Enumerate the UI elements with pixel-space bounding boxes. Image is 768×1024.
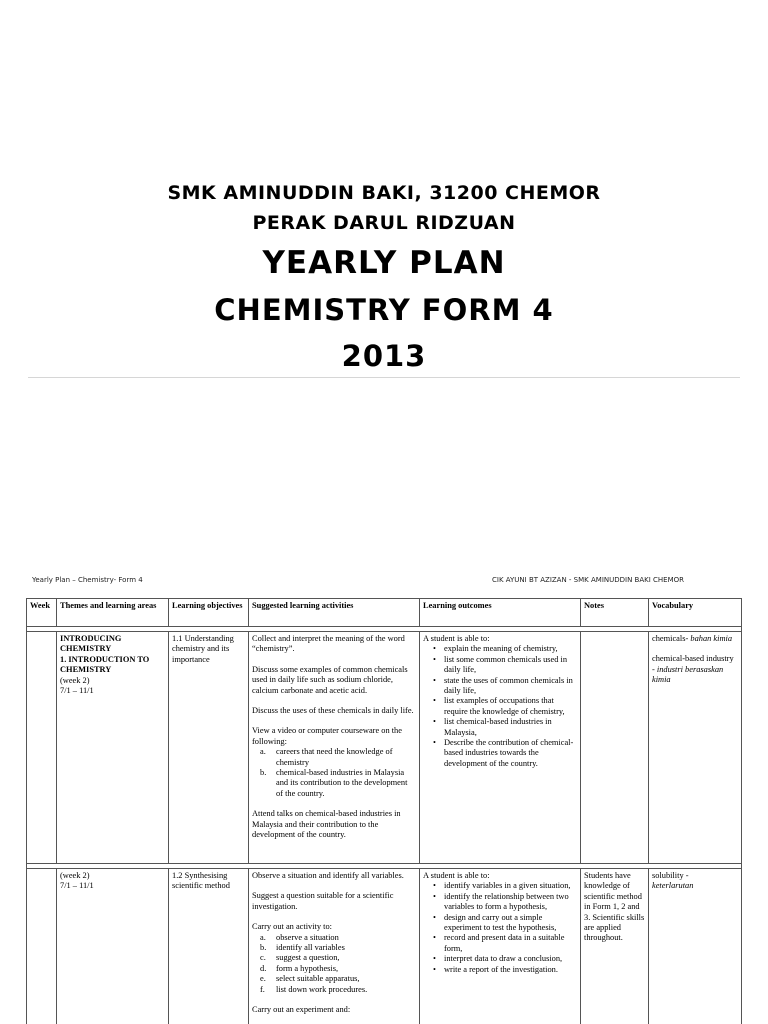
list-item: • list some common chemicals used in daily life, <box>433 655 577 676</box>
vocabulary-cell <box>649 869 742 1024</box>
activities-cell <box>249 632 420 864</box>
header-outcomes: Learning outcomes <box>420 599 581 627</box>
list-item: • explain the meaning of chemistry, <box>433 644 577 654</box>
theme-subtitle: 1. INTRODUCTION TO CHEMISTRY <box>60 654 150 675</box>
list-item: • state the uses of common chemicals in daily life, <box>433 676 577 697</box>
list-item: b. chemical-based industries in Malaysia and its contribution to the development of the country. <box>260 768 408 798</box>
table-row <box>27 632 742 864</box>
list-item: c. suggest a question, <box>260 953 340 963</box>
year-title: 2013 <box>341 339 427 373</box>
vocab-entry: chemical-based industry <box>652 654 734 664</box>
activity-text: Discuss some examples of common chemicals used in daily life such as sodium chloride, calcium carbonate and acetic acid. <box>252 664 408 695</box>
header-objectives: Learning objectives <box>169 599 249 627</box>
activity-text: View a video or computer courseware on the following: <box>252 726 402 746</box>
notes-cell <box>581 632 649 864</box>
activity-text: Collect and interpret the meaning of the word “chemistry”. <box>252 634 405 654</box>
activity-list <box>260 747 416 799</box>
date-range: 7/1 – 11/1 <box>60 686 94 696</box>
list-item: • identify variables in a given situation, <box>433 881 577 891</box>
outcomes-cell <box>420 869 581 1024</box>
table-row <box>27 869 742 1024</box>
week-cell <box>27 632 57 864</box>
list-item: • record and present data in a suitable form, <box>433 933 577 954</box>
header-vocabulary: Vocabulary <box>649 599 742 627</box>
activity-text: Suggest a question suitable for a scientific investigation. <box>252 891 394 911</box>
list-item: f. list down work procedures. <box>260 984 368 994</box>
theme-title: INTRODUCING CHEMISTRY <box>60 634 122 654</box>
page-divider <box>28 377 740 378</box>
list-item: d. form a hypothesis, <box>260 963 339 973</box>
header-left-text: Yearly Plan – Chemistry- Form 4 <box>32 576 143 584</box>
week-cell <box>27 869 57 1024</box>
vocabulary-cell <box>649 632 742 864</box>
vocab-entry: chemicals- bahan kimia <box>652 634 733 643</box>
table-header-row <box>27 599 742 627</box>
objective-cell: 1.2 Synthesising scientific method <box>169 869 249 1024</box>
notes-cell: Students have knowledge of scientific method in Form 1, 2 and 3. Scientific skills are applied throughout. <box>581 869 649 1024</box>
header-right-text: CIK AYUNI BT AZIZAN - SMK AMINUDDIN BAKI CHEMOR <box>492 576 685 584</box>
activity-list <box>260 933 416 995</box>
subject-title: CHEMISTRY FORM 4 <box>214 293 554 327</box>
school-state: PERAK DARUL RIDZUAN <box>252 212 516 234</box>
activity-text: Observe a situation and identify all variables. <box>252 871 404 880</box>
document-title: YEARLY PLAN <box>262 245 506 281</box>
activity-text: Carry out an experiment and: <box>252 1005 351 1015</box>
list-item: • identify the relationship between two variables to form a hypothesis, <box>433 892 577 913</box>
title-block <box>0 178 768 379</box>
theme-cell <box>57 869 169 1024</box>
date-range: 7/1 – 11/1 <box>60 881 94 891</box>
list-item: a. careers that need the knowledge of chemistry <box>260 747 393 767</box>
theme-cell <box>57 632 169 864</box>
list-item: • list examples of occupations that require the knowledge of chemistry, <box>433 696 577 717</box>
header-week: Week <box>27 599 57 627</box>
header-themes: Themes and learning areas <box>57 599 169 627</box>
objective-cell: 1.1 Understanding chemistry and its importance <box>169 632 249 864</box>
activities-cell <box>249 869 420 1024</box>
activity-text: Discuss the uses of these chemicals in daily life. <box>252 706 414 716</box>
list-item: a. observe a situation <box>260 932 339 942</box>
vocab-entry: solubility - <box>652 871 689 880</box>
header-notes: Notes <box>581 599 649 627</box>
list-item: • write a report of the investigation. <box>433 965 577 975</box>
activity-text: Carry out an activity to: <box>252 922 333 932</box>
outcomes-list <box>433 881 577 975</box>
week-label: (week 2) <box>60 871 90 880</box>
outcomes-list <box>433 644 577 769</box>
header-activities: Suggested learning activities <box>249 599 420 627</box>
outcomes-intro: A student is able to: <box>423 871 490 880</box>
yearly-plan-table <box>26 598 742 1024</box>
school-name: SMK AMINUDDIN BAKI, 31200 CHEMOR <box>167 182 601 204</box>
list-item: e. select suitable apparatus, <box>260 974 360 984</box>
list-item: • design and carry out a simple experiment to test the hypothesis, <box>433 913 577 934</box>
outcomes-cell <box>420 632 581 864</box>
list-item: • Describe the contribution of chemical-based industries towards the development of the country. <box>433 738 577 769</box>
activity-text: Attend talks on chemical-based industries in Malaysia and their contribution to the development of the country. <box>252 809 401 840</box>
outcomes-intro: A student is able to: <box>423 634 490 643</box>
list-item: • list chemical-based industries in Malaysia, <box>433 717 577 738</box>
list-item: • interpret data to draw a conclusion, <box>433 954 577 964</box>
vocab-translation: keterlarutan <box>652 881 694 891</box>
list-item: b. identify all variables <box>260 943 345 953</box>
vocab-translation: - industri berasaskan kimia <box>652 664 724 685</box>
week-label: (week 2) <box>60 675 90 685</box>
